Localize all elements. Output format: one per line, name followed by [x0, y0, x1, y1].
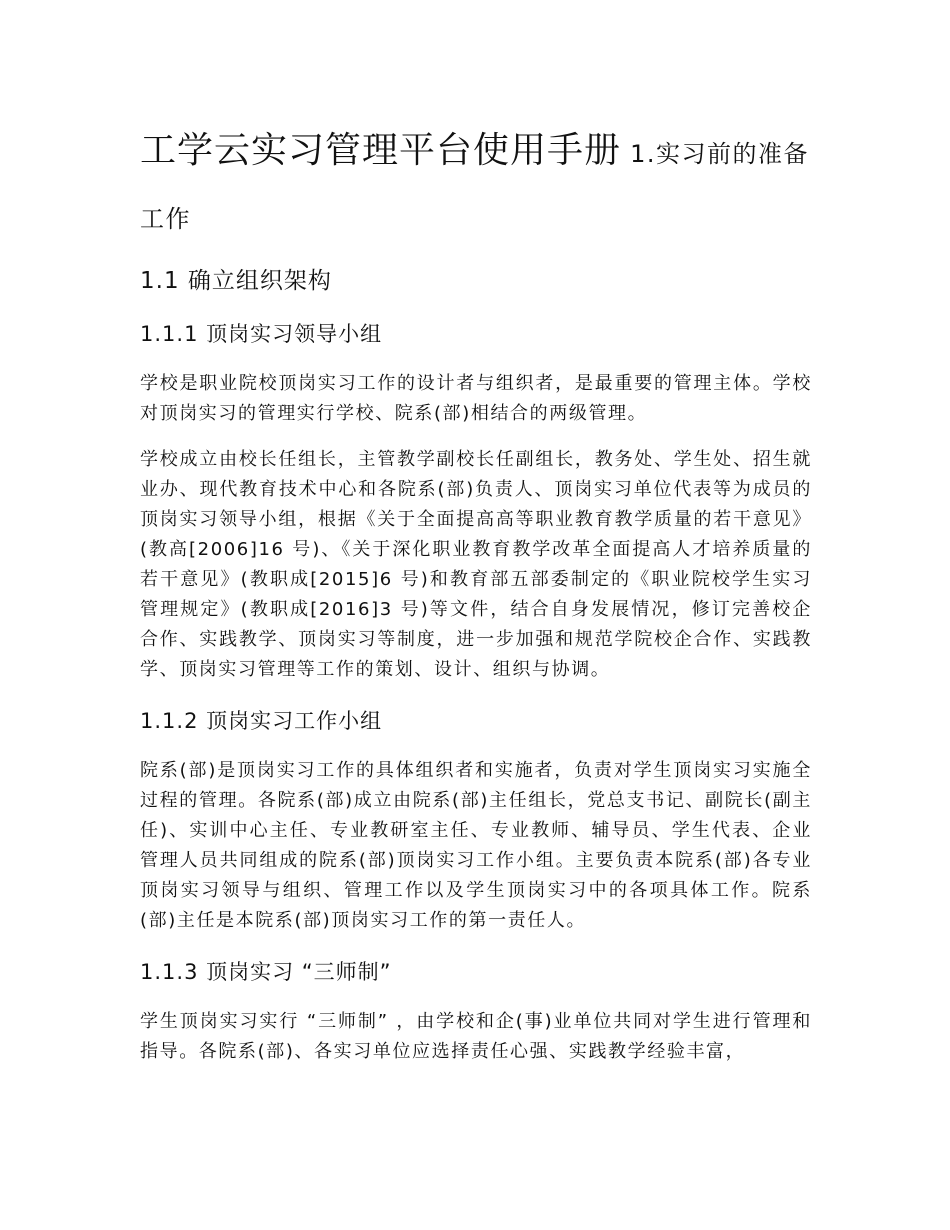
paragraph: 学校是职业院校顶岗实习工作的设计者与组织者，是最重要的管理主体。学校对顶岗实习的管理实行学校、院系(部)相结合的两级管理。 [140, 373, 812, 424]
subsection-heading-1-1-3: 1.1.3 顶岗实习 “三师制” [140, 960, 392, 984]
paragraph: 学校成立由校长任组长，主管教学副校长任副组长，教务处、学生处、招生就业办、现代教育技术中心和各院系(部)负责人、顶岗实习单位代表等为成员的顶岗实习领导小组，根据《关于全面提高高等职业教育教学质量的若干意见》(教高[2006]16 号)、《关于深化职业教育教学改革全面提高人才培养质量的若干意见》(教职成[2015]6 号)和教育部五部委制定的《职业院校学生实习管理规定》(教职成[2016]3 号)等文件，结合自身发展情况，修订完善校企合作、实践教学、顶岗实习等制度，进一步加强和规范学院校企合作、实践教学、顶岗实习管理等工作的策划、设计、组织与协调。 [140, 449, 812, 680]
document-page [140, 120, 812, 1067]
subsection-heading-1-1-2: 1.1.2 顶岗实习工作小组 [140, 709, 383, 733]
document-title-sub: 1.实习前的准备工作 [140, 140, 810, 233]
paragraph: 学生顶岗实习实行 “三师制” ，由学校和企(事)业单位共同对学生进行管理和指导。各院系(部)、各实习单位应选择责任心强、实践教学经验丰富， [140, 1011, 812, 1062]
paragraph: 院系(部)是顶岗实习工作的具体组织者和实施者，负责对学生顶岗实习实施全过程的管理。各院系(部)成立由院系(部)主任组长，党总支书记、副院长(副主任)、实训中心主任、专业教研室主任、专业教师、辅导员、学生代表、企业管理人员共同组成的院系(部)顶岗实习工作小组。主要负责本院系(部)各专业顶岗实习领导与组织、管理工作以及学生顶岗实习中的各项具体工作。院系(部)主任是本院系(部)顶岗实习工作的第一责任人。 [140, 760, 812, 931]
section-heading-1-1: 1.1 确立组织架构 [140, 268, 332, 294]
document-title [140, 120, 812, 250]
subsection-heading-1-1-1: 1.1.1 顶岗实习领导小组 [140, 322, 383, 346]
document-title-main: 工学云实习管理平台使用手册 [140, 130, 622, 171]
